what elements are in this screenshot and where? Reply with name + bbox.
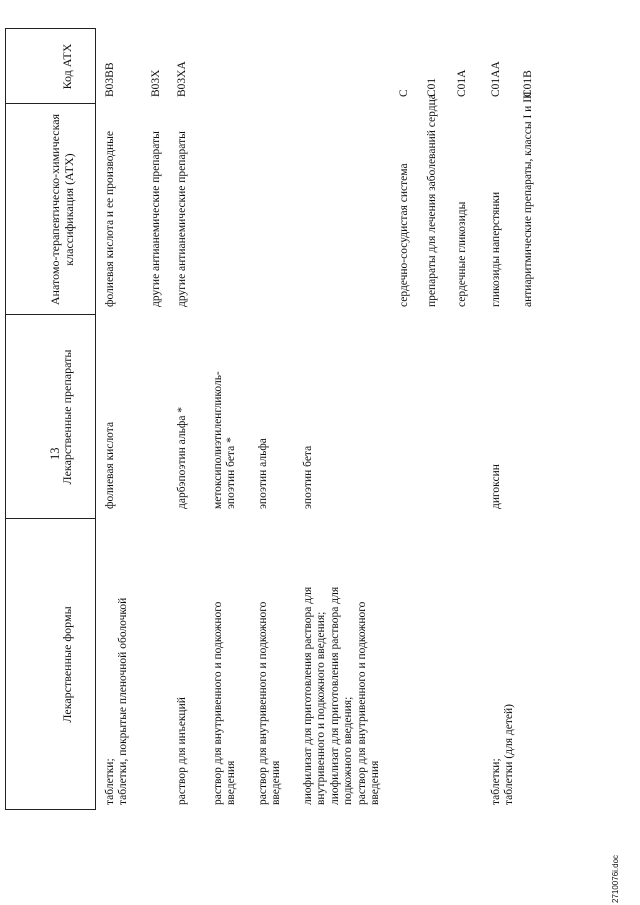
page-number: 13 [48, 447, 62, 460]
atc-code: B03X [150, 69, 162, 97]
dosage-form: лиофилизат для приготовления раствора для [302, 586, 314, 805]
header-code: Код АТХ [60, 43, 74, 90]
dosage-form: введения [369, 760, 381, 805]
header-atc-line2: классификация (АТХ) [62, 153, 76, 266]
atc-classification: сердечные гликозиды [456, 201, 468, 307]
atc-classification: другие антианемические препараты [176, 131, 188, 307]
drug-name: дарбэпоэтин альфа * [176, 406, 188, 509]
dosage-form: таблетки; [104, 758, 116, 805]
header-forms: Лекарственные формы [60, 606, 74, 723]
table-right-border [5, 28, 95, 29]
atc-code: C [398, 89, 410, 97]
dosage-form: введения [225, 760, 238, 805]
footer-filename: 2710076i.doc [611, 854, 620, 903]
header-bottom-border [95, 28, 96, 810]
dosage-form: раствор для внутривенного и подкожного [212, 601, 224, 805]
col-divider-1 [5, 518, 95, 519]
drug-name: метоксиполиэтиленгликоль- [212, 371, 224, 509]
header-atc-line1: Анатомо-терапевтическо-химическая [48, 113, 62, 306]
dosage-form: внутривенного и подкожного введения; [315, 611, 328, 805]
atc-classification: препараты для лечения заболеваний сердца [426, 94, 438, 307]
atc-classification: сердечно-сосудистая система [398, 163, 410, 307]
dosage-form: раствор для внутривенного и подкожного [355, 601, 368, 805]
atc-classification: фолиевая кислота и ее производные [104, 131, 116, 307]
atc-code: B03BB [104, 62, 116, 97]
atc-code: C01 [426, 77, 438, 97]
atc-classification: гликозиды наперстянки [490, 191, 502, 307]
drug-name: эпоэтин альфа [257, 438, 269, 509]
dosage-form: таблетки; [490, 758, 502, 805]
atc-code: B03XA [176, 61, 188, 97]
table-left-border [5, 809, 95, 810]
dosage-form: введения [270, 760, 283, 805]
drug-name: эпоэтин бета [302, 445, 314, 509]
dosage-form: таблетки (для детей) [503, 704, 516, 805]
atc-code: C01A [456, 69, 468, 97]
header-drugs: Лекарственные препараты [60, 349, 74, 485]
atc-code: C01B [522, 70, 534, 97]
dosage-form: раствор для внутривенного и подкожного [257, 601, 269, 805]
dosage-form: лиофилизат для приготовления раствора для [328, 586, 341, 805]
atc-code: C01AA [490, 61, 502, 97]
dosage-form: раствор для инъекций [176, 697, 188, 805]
drug-name: дигоксин [490, 464, 502, 509]
drug-name: фолиевая кислота [104, 421, 116, 509]
dosage-form: таблетки, покрытые пленочной оболочкой [117, 597, 130, 805]
table-top-border [5, 28, 6, 810]
atc-classification: другие антианемические препараты [150, 131, 162, 307]
drug-name: эпоэтин бета * [225, 437, 238, 509]
dosage-form: подкожного введения; [342, 696, 355, 805]
atc-classification: антиаритмические препараты, классы I и III [522, 91, 534, 307]
